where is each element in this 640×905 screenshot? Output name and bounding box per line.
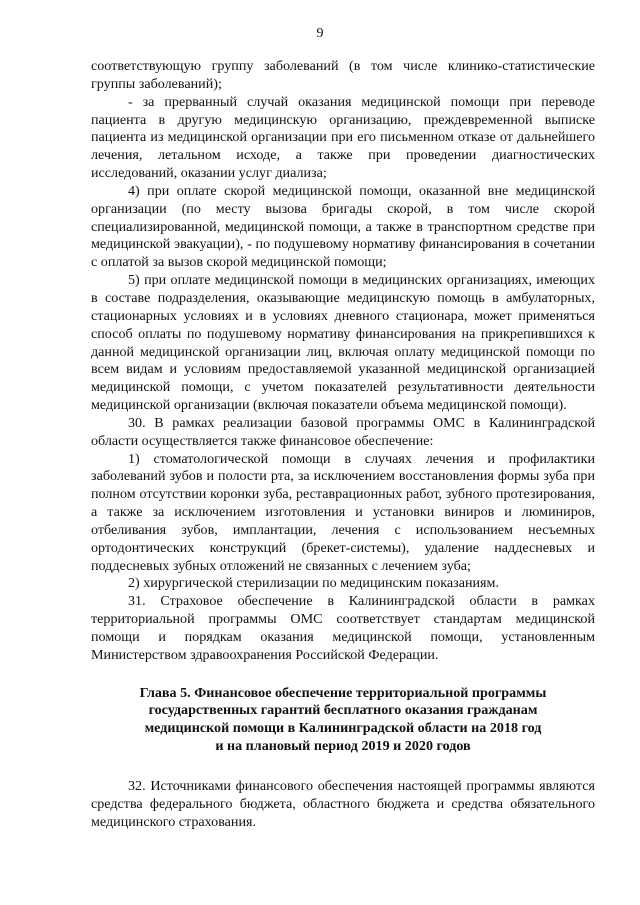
paragraph: 31. Страховое обеспечение в Калининградской области в рамках территориальной программы ОМС соответствует стандартам медицинской помощи и порядкам оказания медицинской помощи, установленным Министерством здравоохранения Российской Федерации. [91, 593, 595, 663]
chapter-heading-line: государственных гарантий бесплатного оказания гражданам [148, 702, 538, 719]
chapter-heading [91, 685, 595, 756]
paragraph: 4) при оплате скорой медицинской помощи, оказанной вне медицинской организации (по месту вызова бригады скорой, в том числе скорой специализированной, медицинской помощи, а также в транспортном средстве при медицинской эвакуации), - по подушевому нормативу финансирования в сочетании с оплатой за вызов скорой медицинской помощи; [91, 182, 595, 271]
chapter-heading-line: медицинской помощи в Калининградской области на 2018 год [144, 720, 542, 737]
page-number: 9 [316, 26, 324, 41]
chapter-heading-line: и на плановый период 2019 и 2020 годов [215, 738, 471, 755]
chapter-heading-line: Глава 5. Финансовое обеспечение территориальной программы [139, 684, 547, 701]
paragraph: 1) стоматологической помощи в случаях лечения и профилактики заболеваний зубов и полости рта, за исключением восстановления формы зуба при полном отсутствии коронки зуба, реставрационных работ, зубного протезирования, а также за исключением изготовления и установки виниров и люминиров, отбеливания зубов, имплантации, лечения с использованием несъемных ортодонтических конструкций (брекет-системы), удаление наддесневых и поддесневых зубных отложений не связанных с лечением зуба; [91, 450, 595, 574]
paragraph: 32. Источниками финансового обеспечения настоящей программы являются средства федерального бюджета, областного бюджета и средства обязательного медицинского страхования. [91, 777, 595, 830]
paragraph: 2) хирургической стерилизации по медицинским показаниям. [128, 575, 499, 592]
paragraph: соответствующую группу заболеваний (в том числе клинико-статистические группы заболеваний); [91, 58, 595, 92]
document-body [91, 58, 595, 831]
paragraph: 30. В рамках реализации базовой программы ОМС в Калининградской области осуществляется также финансовое обеспечение: [91, 414, 595, 449]
paragraph: 5) при оплате медицинской помощи в медицинских организациях, имеющих в составе подразделения, оказывающие медицинскую помощь в амбулаторных, стационарных условиях и в условиях дневного стационара, может применяться способ оплаты по подушевому нормативу финансирования на прикрепившихся к данной медицинской организации лиц, включая оплату медицинской помощи по всем видам и условиям предоставляемой указанной медицинской организацией медицинской помощи, с учетом показателей результативности деятельности медицинской организации (включая показатели объема медицинской помощи). [91, 272, 595, 414]
paragraph: - за прерванный случай оказания медицинской помощи при переводе пациента в другую медицинскую организацию, преждевременной выписке пациента из медицинской организации при его письменном отказе от дальнейшего лечения, летальном исходе, а также при проведении диагностических исследований, оказании услуг диализа; [91, 93, 595, 182]
